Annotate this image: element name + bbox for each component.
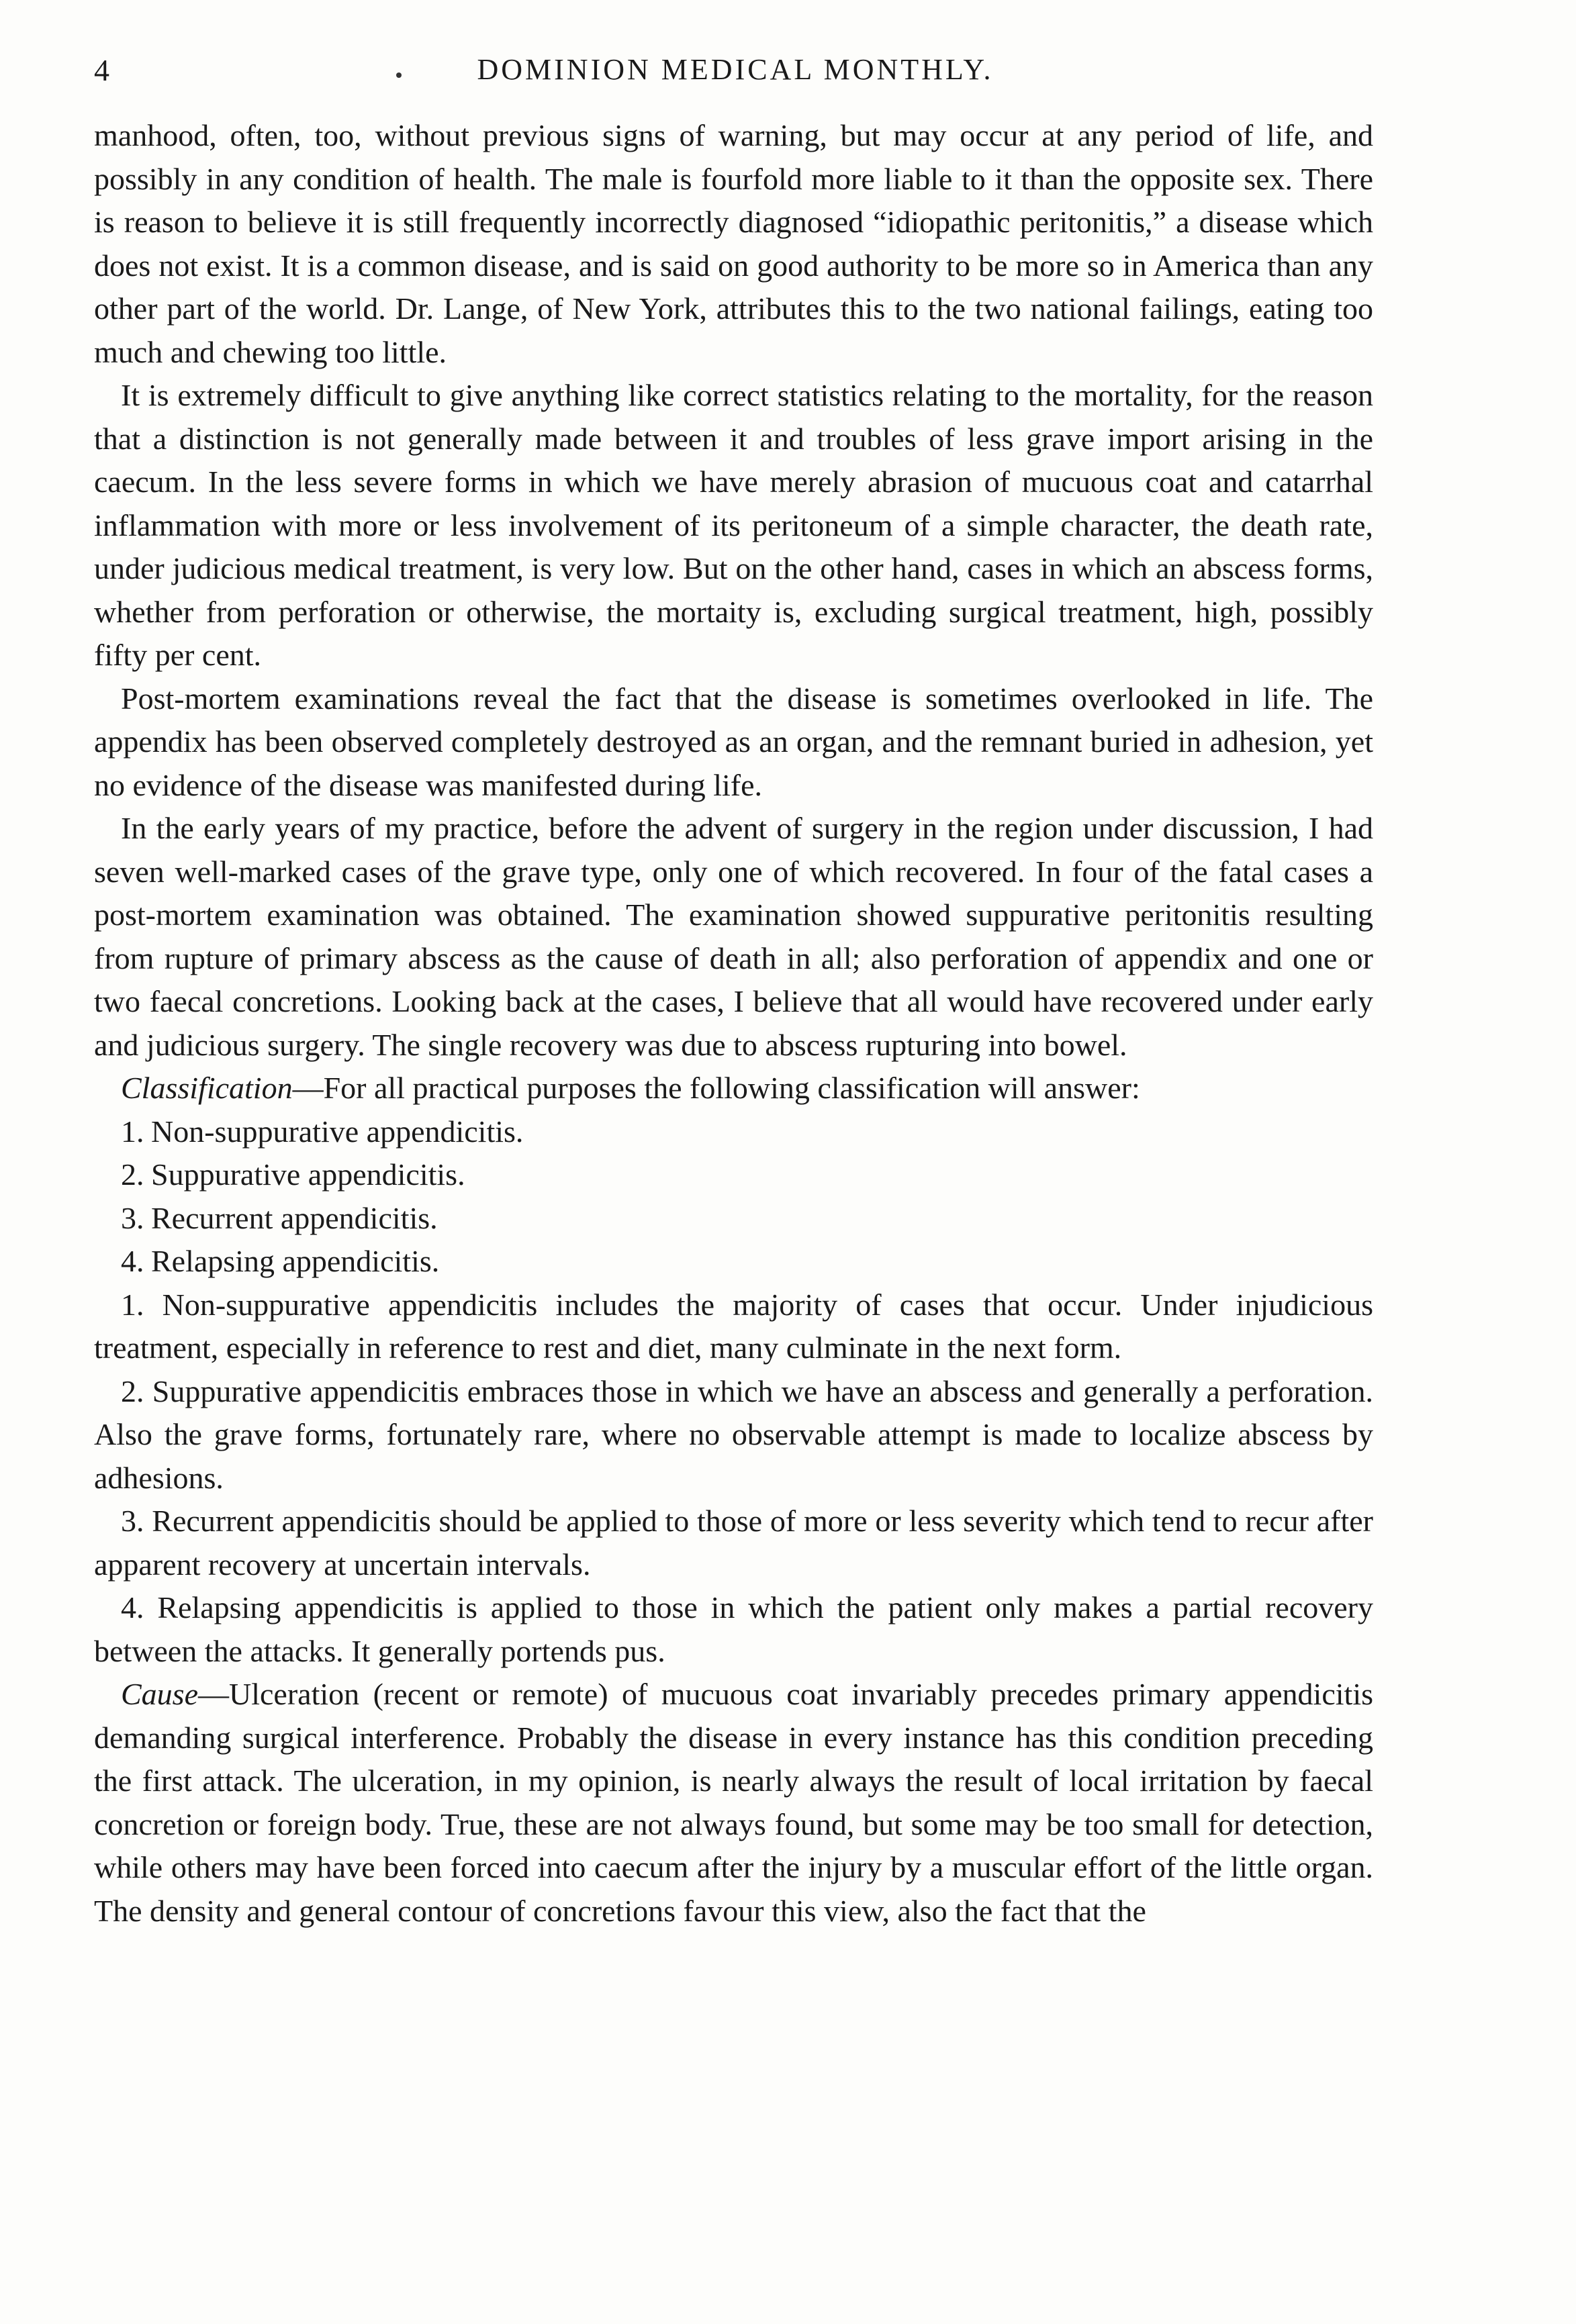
list-item	[94, 1110, 1373, 1154]
running-title: DOMINION MEDICAL MONTHLY.	[477, 53, 994, 86]
paragraph-3: Post-mortem examinations reveal the fact that the disease is sometimes overlooked in life. The appendix has been observed completely destroyed as an organ, and the remnant buried in adhesion, yet no evidence of the disease was manifested during life.	[94, 681, 1373, 802]
page-header	[94, 52, 1377, 113]
paragraph-2: It is extremely difficult to give anything like correct statistics relating to the mortality, for the reason that a distinction is not generally made between it and troubles of less grave import arising in the caecum. In the less severe forms in which we have merely abrasion of mucuous coat and catarrhal inflammation with more or less involvement of its peritoneum of a simple character, the death rate, under judicious medical treatment, is very low. But on the other hand, cases in which an abscess forms, whether from perforation or otherwise, the mortaity is, excluding surgical treatment, high, possibly fifty per cent.	[94, 378, 1373, 672]
paragraph-6: 2. Suppurative appendicitis embraces those in which we have an abscess and generally a perforation. Also the grave forms, fortunately rare, where no observable attempt is made to localize abscess by adhesions.	[94, 1373, 1373, 1495]
page-number: 4	[94, 53, 110, 87]
list-item-number: 1.	[121, 1114, 144, 1149]
classification-intro: —For all practical purposes the following classification will answer:	[292, 1071, 1140, 1105]
paragraph-7: 3. Recurrent appendicitis should be applied to those of more or less severity which tend to recur after apparent recovery at uncertain intervals.	[94, 1504, 1373, 1582]
list-item-text: Relapsing appendicitis.	[151, 1244, 440, 1278]
classification-list	[94, 1110, 1373, 1284]
paragraph-1: manhood, often, too, without previous signs of warning, but may occur at any period of life, and possibly in any condition of health. The male is fourfold more liable to it than the opposite sex. There is reason to believe it is still frequently incorrectly diagnosed “idiopathic peritonitis,” a disease which does not exist. It is a common disease, and is said on good authority to be more so in America than any other part of the world. Dr. Lange, of New York, attributes this to the two national failings, eating too much and chewing too little.	[94, 118, 1373, 369]
paragraph-5: 1. Non-suppurative appendicitis includes the majority of cases that occur. Under injudicious treatment, especially in reference to rest and diet, many culminate in the next form.	[94, 1287, 1373, 1365]
list-item-number: 2.	[121, 1157, 144, 1192]
list-item	[94, 1240, 1373, 1284]
cause-heading: Cause	[121, 1677, 198, 1711]
cause-paragraph	[94, 1673, 1373, 1933]
classification-heading: Classification	[121, 1071, 293, 1105]
cause-text: —Ulceration (recent or remote) of mucuous coat invariably precedes primary appendicitis demanding surgical interference. Probably the disease in every instance has this condition preceding the first attack. The ulceration, in my opinion, is nearly always the result of local irritation by faecal concretion or foreign body. True, these are not always found, but some may be too small for detection, while others may have been forced into caecum after the injury by a muscular effort of the little organ. The density and general contour of concretions favour this view, also the fact that the	[94, 1677, 1373, 1928]
list-item	[94, 1153, 1373, 1197]
list-item-text: Non-suppurative appendicitis.	[151, 1114, 524, 1149]
body-text	[94, 114, 1373, 1933]
paragraph-4: In the early years of my practice, before the advent of surgery in the region under discussion, I had seven well-marked cases of the grave type, only one of which recovered. In four of the fatal cases a post-mortem examination was obtained. The examination showed suppurative peritonitis resulting from rupture of primary abscess as the cause of death in all; also perforation of appendix and one or two faecal concretions. Looking back at the cases, I believe that all would have recovered under early and judicious surgery. The single recovery was due to abscess rupturing into bowel.	[94, 811, 1373, 1062]
paragraph-8: 4. Relapsing appendicitis is applied to those in which the patient only makes a partial recovery between the attacks. It generally portends pus.	[94, 1590, 1373, 1668]
list-item-text: Recurrent appendicitis.	[151, 1200, 438, 1235]
list-item-number: 4.	[121, 1244, 144, 1278]
list-item-text: Suppurative appendicitis.	[151, 1157, 465, 1192]
list-item-number: 3.	[121, 1200, 144, 1235]
classification-paragraph	[94, 1067, 1373, 1110]
list-item	[94, 1197, 1373, 1241]
